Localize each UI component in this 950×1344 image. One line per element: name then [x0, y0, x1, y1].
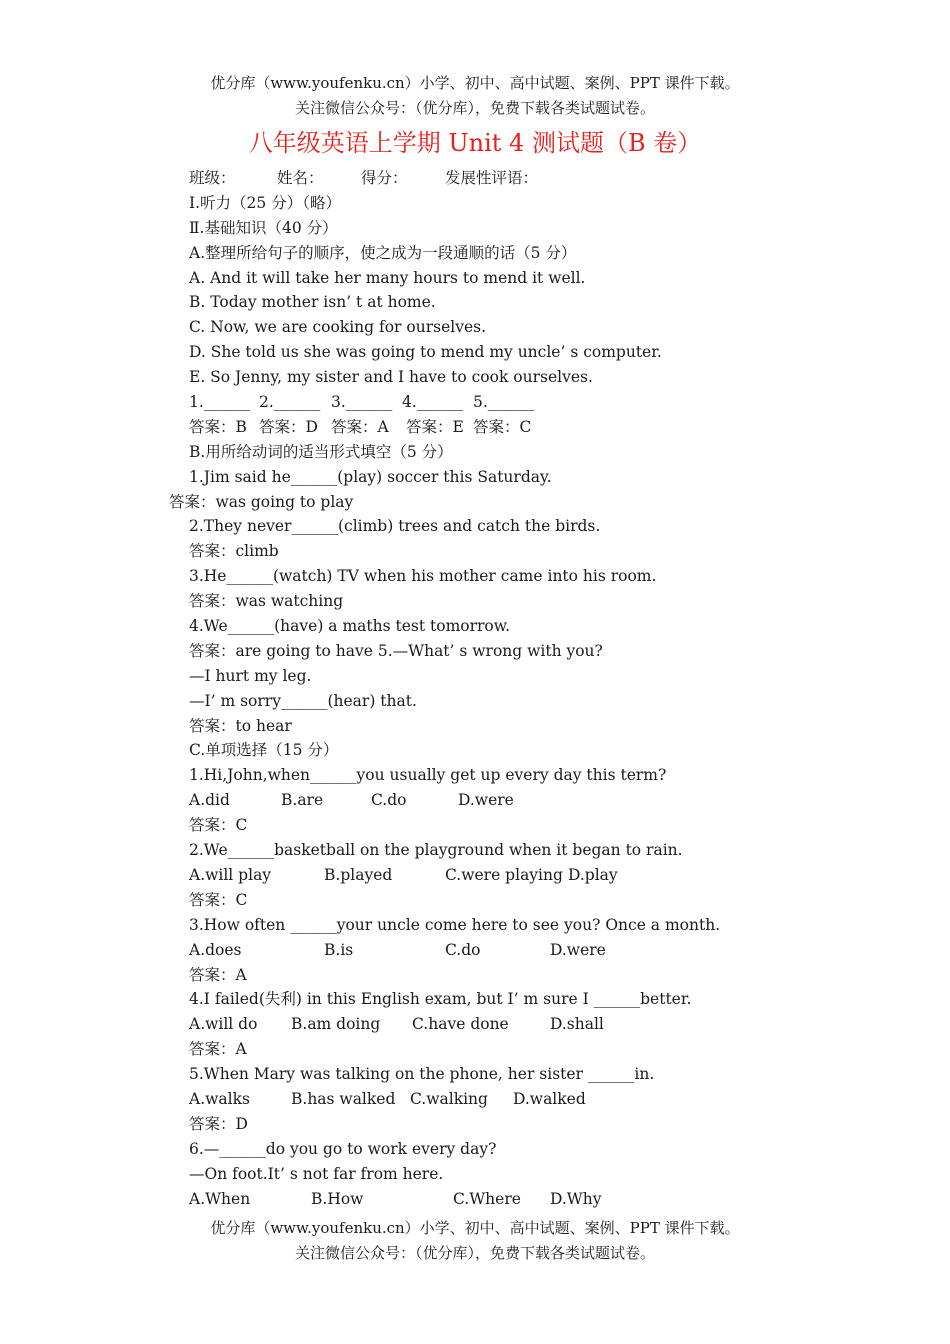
- text-content: 答案：A: [189, 1040, 247, 1059]
- text-line: [189, 1037, 909, 1062]
- text-content: 答案：are going to have 5.—What’ s wrong with you?: [189, 641, 603, 660]
- text-cell: 4.______: [402, 393, 464, 412]
- text-line: [189, 614, 909, 639]
- text-line: [189, 290, 909, 315]
- text-cell: D.were: [458, 791, 514, 810]
- text-line: [189, 191, 909, 216]
- text-content: 1.Hi,John,when______you usually get up every day this term?: [189, 766, 667, 785]
- text-content: E. So Jenny, my sister and I have to cook ourselves.: [189, 368, 593, 387]
- text-content: 3.He______(watch) TV when his mother came into his room.: [189, 567, 657, 586]
- text-line: [169, 490, 909, 515]
- text-cell: B.are: [281, 791, 324, 810]
- text-cell: B.is: [324, 940, 354, 959]
- text-cell: B.played: [324, 865, 393, 884]
- text-content: —I’ m sorry______(hear) that.: [189, 691, 417, 710]
- text-content: B. Today mother isn’ t at home.: [189, 293, 436, 312]
- page-footer: [0, 1216, 950, 1266]
- text-line: [189, 539, 909, 564]
- text-line: [189, 664, 909, 689]
- text-cell: 2.______: [259, 393, 321, 412]
- text-cell: 得分：: [361, 169, 408, 187]
- text-content: 1.Jim said he______(play) soccer this Saturday.: [189, 467, 552, 486]
- text-content: 答案：was watching: [189, 592, 344, 611]
- text-line: [189, 788, 909, 813]
- text-line: [189, 415, 909, 440]
- text-content: Ⅱ.基础知识（40 分）: [189, 218, 338, 237]
- text-line: [189, 987, 909, 1012]
- text-cell: C.do: [371, 791, 407, 810]
- text-cell: D.play: [568, 865, 618, 884]
- text-cell: A.does: [189, 940, 242, 959]
- text-line: [189, 166, 909, 191]
- text-content: A.整理所给句子的顺序，使之成为一段通顺的话（5 分）: [189, 243, 577, 262]
- text-line: [189, 465, 909, 490]
- text-line: [189, 1137, 909, 1162]
- text-line: [189, 639, 909, 664]
- text-cell: 5.______: [473, 393, 535, 412]
- text-content: —On foot.It’ s not far from here.: [189, 1164, 444, 1183]
- text-content: C. Now, we are cooking for ourselves.: [189, 318, 487, 337]
- text-content: —I hurt my leg.: [189, 666, 312, 685]
- text-cell: 答案：A: [331, 417, 389, 436]
- text-cell: C.were playing: [445, 865, 563, 884]
- text-cell: C.walking: [410, 1089, 488, 1108]
- text-content: 答案：C: [189, 890, 248, 909]
- text-line: [189, 216, 909, 241]
- text-content: 2.We______basketball on the playground when it began to rain.: [189, 841, 683, 860]
- text-cell: A.will do: [189, 1015, 258, 1034]
- text-cell: D.were: [550, 940, 606, 959]
- text-cell: 答案：C: [473, 417, 532, 436]
- text-content: A. And it will take her many hours to mend it well.: [189, 268, 586, 287]
- header-line-2: 关注微信公众号：（优分库），免费下载各类试题试卷。: [294, 99, 655, 117]
- text-cell: B.am doing: [291, 1015, 381, 1034]
- text-content: 答案：A: [189, 965, 247, 984]
- text-line: [189, 714, 909, 739]
- text-line: [189, 564, 909, 589]
- text-line: [189, 813, 909, 838]
- text-cell: C.have done: [412, 1015, 509, 1034]
- footer-line-1: 优分库（www.youfenku.cn）小学、初中、高中试题、案例、PPT 课件下载。: [210, 1219, 740, 1237]
- text-cell: 1.______: [189, 393, 251, 412]
- text-line: [189, 514, 909, 539]
- text-content: 6.—______do you go to work every day?: [189, 1139, 497, 1158]
- text-cell: 发展性评语：: [445, 169, 539, 187]
- page-header: [0, 71, 950, 121]
- text-line: [189, 365, 909, 390]
- text-content: 答案：C: [189, 816, 248, 835]
- text-cell: D.Why: [550, 1189, 602, 1208]
- text-line: [189, 266, 909, 291]
- text-line: [189, 1012, 909, 1037]
- text-line: [189, 689, 909, 714]
- text-cell: 答案：D: [259, 417, 318, 436]
- text-cell: 姓名：: [277, 169, 324, 187]
- text-content: 4.We______(have) a maths test tomorrow.: [189, 617, 511, 636]
- text-content: 答案：climb: [189, 542, 279, 561]
- text-content: 答案：to hear: [189, 716, 292, 735]
- text-cell: 班级：: [189, 169, 236, 187]
- text-content: 5.When Mary was talking on the phone, her sister ______in.: [189, 1065, 655, 1084]
- text-cell: D.walked: [513, 1089, 586, 1108]
- text-cell: B.How: [311, 1189, 364, 1208]
- document-title: 八年级英语上学期 Unit 4 测试题（B 卷）: [248, 129, 702, 157]
- text-cell: A.did: [189, 791, 230, 810]
- footer-line-2: 关注微信公众号：（优分库），免费下载各类试题试卷。: [294, 1244, 655, 1262]
- header-line-1: 优分库（www.youfenku.cn）小学、初中、高中试题、案例、PPT 课件下载。: [210, 74, 740, 92]
- text-line: [189, 440, 909, 465]
- text-line: [189, 763, 909, 788]
- text-content: D. She told us she was going to mend my uncle’ s computer.: [189, 343, 662, 362]
- text-cell: 答案：E: [406, 417, 464, 436]
- text-line: [189, 888, 909, 913]
- text-cell: A.walks: [189, 1089, 250, 1108]
- text-line: [189, 315, 909, 340]
- text-line: [189, 340, 909, 365]
- text-line: [189, 1112, 909, 1137]
- text-line: [189, 241, 909, 266]
- text-line: [189, 1087, 909, 1112]
- text-line: [189, 589, 909, 614]
- text-line: [189, 390, 909, 415]
- text-content: 2.They never______(climb) trees and catch the birds.: [189, 517, 601, 536]
- text-cell: C.Where: [453, 1189, 521, 1208]
- text-cell: C.do: [445, 940, 481, 959]
- text-line: [189, 963, 909, 988]
- text-line: [189, 738, 909, 763]
- text-content: 3.How often ______your uncle come here to see you? Once a month.: [189, 915, 721, 934]
- text-line: [189, 838, 909, 863]
- text-cell: 3.______: [331, 393, 393, 412]
- text-content: C.单项选择（15 分）: [189, 741, 339, 760]
- text-content: 4.I failed(失利) in this English exam, but I’ m sure I ______better.: [189, 990, 692, 1009]
- text-line: [189, 938, 909, 963]
- text-cell: B.has walked: [291, 1089, 396, 1108]
- text-line: [189, 863, 909, 888]
- text-line: [189, 1162, 909, 1187]
- text-cell: A.will play: [189, 865, 272, 884]
- text-content: 答案：D: [189, 1114, 248, 1133]
- text-line: [189, 1187, 909, 1212]
- text-cell: D.shall: [550, 1015, 604, 1034]
- text-content: Ⅰ.听力（25 分）（略）: [189, 193, 341, 212]
- text-cell: A.When: [189, 1189, 251, 1208]
- text-content: 答案：was going to play: [169, 492, 354, 511]
- text-content: B.用所给动词的适当形式填空（5 分）: [189, 442, 453, 461]
- text-cell: 答案：B: [189, 417, 247, 436]
- document-body: [169, 166, 909, 1211]
- text-line: [189, 1062, 909, 1087]
- text-line: [189, 913, 909, 938]
